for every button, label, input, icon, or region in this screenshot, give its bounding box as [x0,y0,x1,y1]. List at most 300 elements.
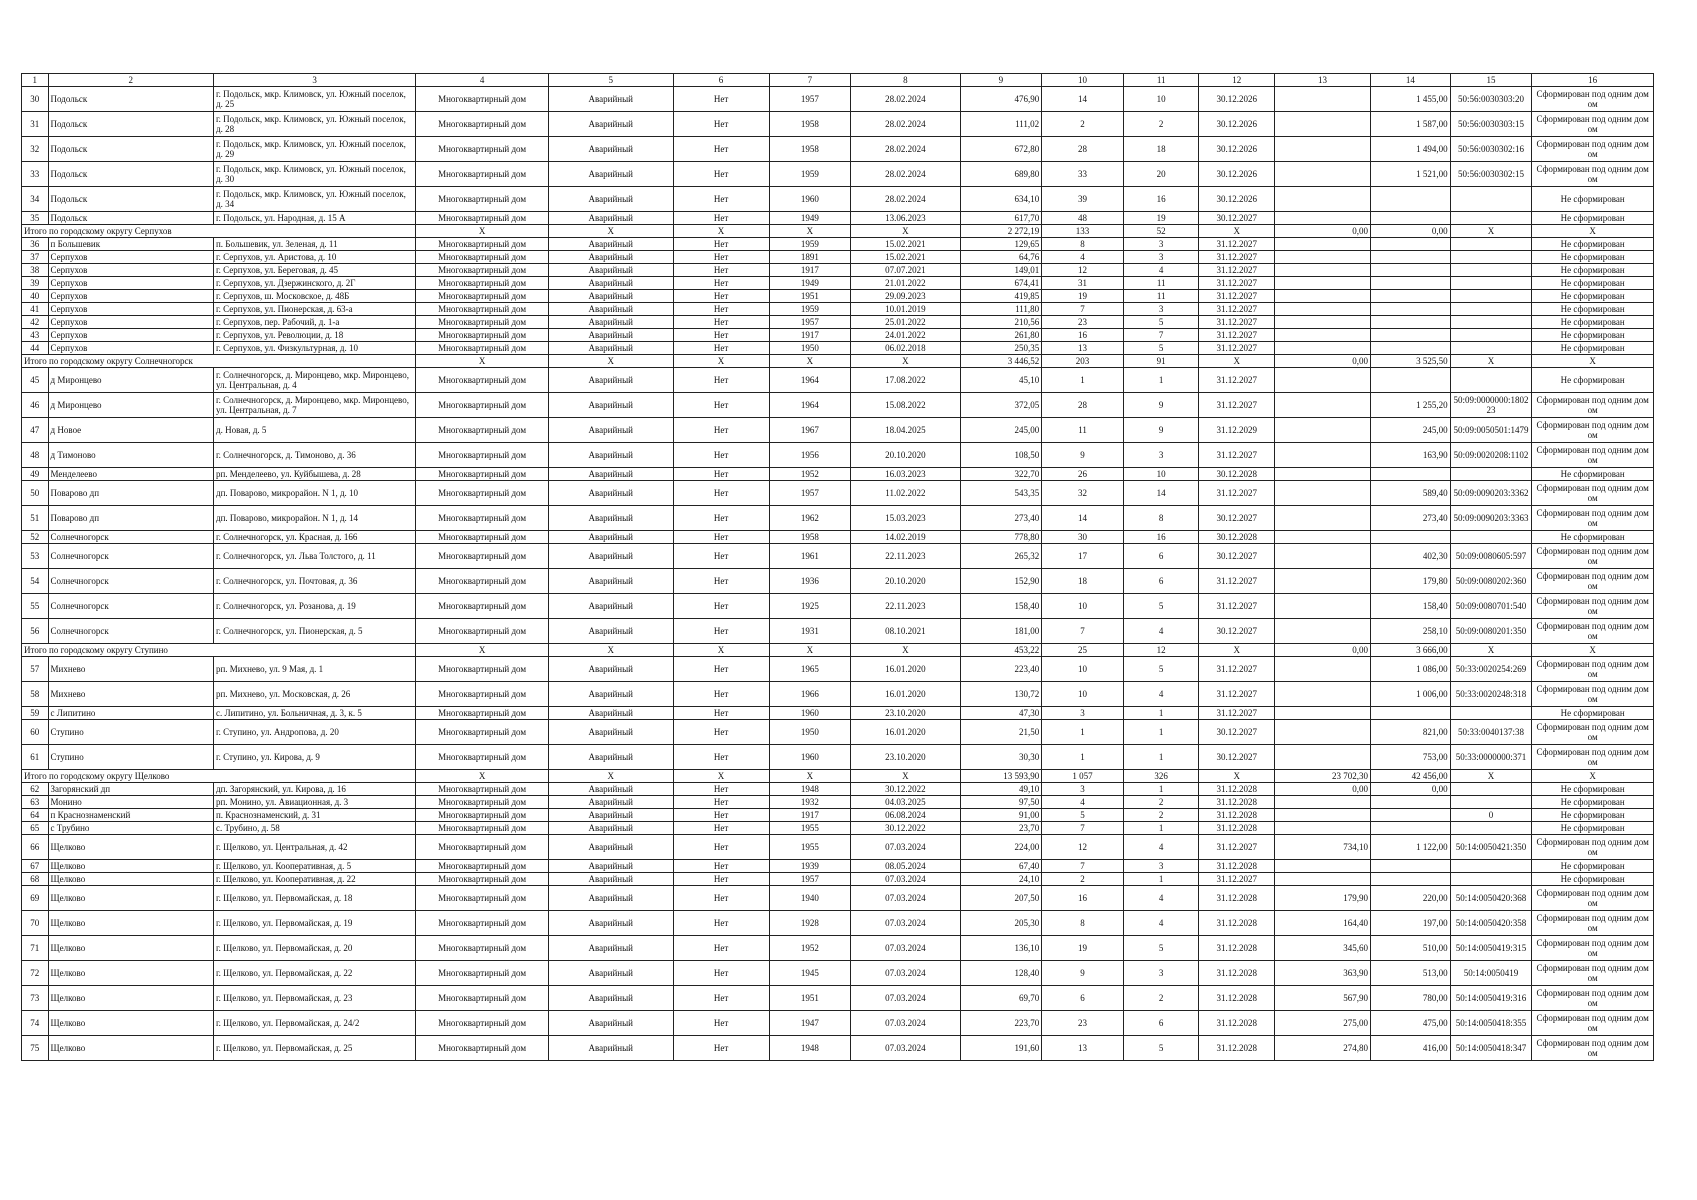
cell-flag: Нет [673,506,769,531]
cell-value-13 [1275,137,1371,162]
cell-status: Не сформирован [1532,303,1654,316]
cell-building-type: Многоквартирный дом [416,1036,549,1061]
cell-flag: Нет [673,860,769,873]
cell-flag: Нет [673,886,769,911]
cell-condition: Аварийный [548,873,673,886]
cell-condition: Аварийный [548,290,673,303]
cell-value-13: 164,40 [1275,911,1371,936]
cell-year-built: 1957 [769,481,851,506]
cell-apartments: 5 [1123,342,1199,355]
cell-address: г. Серпухов, ул. Пионерская, д. 63-а [213,303,415,316]
subtotal-residents: 133 [1042,225,1124,238]
cell-building-type: Многоквартирный дом [416,822,549,835]
cell-cadastral-number [1450,468,1532,481]
cell-residents: 3 [1042,783,1124,796]
subtotal-deadline: X [1199,644,1275,657]
cell-apartments: 9 [1123,393,1199,418]
cell-building-type: Многоквартирный дом [416,657,549,682]
cell-row-number: 37 [22,251,49,264]
cell-flag: Нет [673,822,769,835]
cell-date: 29.09.2023 [851,290,960,303]
table-row [22,544,1654,569]
cell-flag: Нет [673,162,769,187]
cell-building-type: Многоквартирный дом [416,783,549,796]
cell-building-type: Многоквартирный дом [416,342,549,355]
cell-flag: Нет [673,594,769,619]
cell-condition: Аварийный [548,822,673,835]
subtotal-condition: X [548,644,673,657]
cell-status: Не сформирован [1532,809,1654,822]
cell-cadastral-number: 0 [1450,809,1532,822]
cell-flag: Нет [673,137,769,162]
cell-residents: 2 [1042,873,1124,886]
cell-value-13 [1275,569,1371,594]
cell-settlement: д Новое [48,418,213,443]
cell-deadline: 30.12.2027 [1199,720,1275,745]
cell-flag: Нет [673,835,769,860]
cell-flag: Нет [673,720,769,745]
cell-cadastral-number [1450,873,1532,886]
cell-year-built: 1964 [769,393,851,418]
cell-value-13: 275,00 [1275,1011,1371,1036]
cell-deadline: 30.12.2027 [1199,619,1275,644]
cell-cadastral-number [1450,329,1532,342]
cell-flag: Нет [673,212,769,225]
cell-value-13 [1275,212,1371,225]
cell-building-type: Многоквартирный дом [416,137,549,162]
cell-flag: Нет [673,745,769,770]
cell-residents: 7 [1042,619,1124,644]
cell-residents: 31 [1042,277,1124,290]
cell-value-14: 1 255,20 [1371,393,1451,418]
cell-address: г. Щелково, ул. Центральная, д. 42 [213,835,415,860]
cell-value-13: 179,90 [1275,886,1371,911]
cell-row-number: 48 [22,443,49,468]
cell-area: 224,00 [960,835,1042,860]
cell-value-13 [1275,87,1371,112]
cell-row-number: 57 [22,657,49,682]
cell-flag: Нет [673,418,769,443]
cell-year-built: 1932 [769,796,851,809]
cell-deadline: 31.12.2027 [1199,290,1275,303]
table-row [22,264,1654,277]
cell-area: 24,10 [960,873,1042,886]
cell-year-built: 1939 [769,860,851,873]
column-header-14: 14 [1371,74,1451,87]
cell-date: 16.01.2020 [851,657,960,682]
cell-building-type: Многоквартирный дом [416,187,549,212]
cell-area: 191,60 [960,1036,1042,1061]
cell-value-14 [1371,238,1451,251]
cell-date: 07.03.2024 [851,1036,960,1061]
cell-cadastral-number: 50:14:0050418:347 [1450,1036,1532,1061]
cell-apartments: 6 [1123,544,1199,569]
cell-area: 69,70 [960,986,1042,1011]
cell-date: 30.12.2022 [851,822,960,835]
cell-residents: 16 [1042,329,1124,342]
cell-status: Не сформирован [1532,277,1654,290]
cell-year-built: 1958 [769,112,851,137]
cell-apartments: 4 [1123,911,1199,936]
cell-year-built: 1917 [769,264,851,277]
cell-value-14: 197,00 [1371,911,1451,936]
cell-area: 128,40 [960,961,1042,986]
cell-area: 129,65 [960,238,1042,251]
subtotal-cadastral-number: X [1450,225,1532,238]
cell-row-number: 60 [22,720,49,745]
cell-settlement: Ступино [48,720,213,745]
cell-flag: Нет [673,187,769,212]
cell-date: 06.08.2024 [851,809,960,822]
cell-settlement: Солнечногорск [48,569,213,594]
cell-status: Сформирован под одним домом [1532,986,1654,1011]
cell-value-13 [1275,368,1371,393]
subtotal-date: X [851,644,960,657]
cell-value-14 [1371,277,1451,290]
cell-area: 207,50 [960,886,1042,911]
cell-cadastral-number: 50:56:0030303:15 [1450,112,1532,137]
cell-value-14 [1371,251,1451,264]
cell-area: 476,90 [960,87,1042,112]
cell-building-type: Многоквартирный дом [416,238,549,251]
cell-apartments: 11 [1123,277,1199,290]
cell-flag: Нет [673,1036,769,1061]
cell-value-14: 780,00 [1371,986,1451,1011]
cell-value-13 [1275,481,1371,506]
table-row [22,783,1654,796]
cell-settlement: Щелково [48,873,213,886]
cell-year-built: 1952 [769,468,851,481]
cell-apartments: 2 [1123,809,1199,822]
cell-deadline: 31.12.2027 [1199,393,1275,418]
cell-year-built: 1962 [769,506,851,531]
cell-row-number: 52 [22,531,49,544]
cell-year-built: 1917 [769,329,851,342]
cell-deadline: 30.12.2026 [1199,187,1275,212]
cell-status: Не сформирован [1532,873,1654,886]
cell-area: 617,70 [960,212,1042,225]
cell-cadastral-number: 50:14:0050419:315 [1450,936,1532,961]
cell-cadastral-number: 50:33:0020254:269 [1450,657,1532,682]
table-row [22,303,1654,316]
cell-flag: Нет [673,443,769,468]
cell-row-number: 73 [22,986,49,1011]
cell-value-14 [1371,303,1451,316]
cell-value-14 [1371,264,1451,277]
cell-value-14: 416,00 [1371,1036,1451,1061]
cell-apartments: 6 [1123,569,1199,594]
subtotal-cadastral-number: X [1450,355,1532,368]
table-row [22,1036,1654,1061]
cell-date: 04.03.2025 [851,796,960,809]
cell-deadline: 31.12.2027 [1199,264,1275,277]
cell-row-number: 56 [22,619,49,644]
cell-area: 210,56 [960,316,1042,329]
cell-deadline: 30.12.2026 [1199,137,1275,162]
cell-settlement: Подольск [48,87,213,112]
cell-deadline: 31.12.2027 [1199,238,1275,251]
cell-deadline: 31.12.2029 [1199,418,1275,443]
cell-apartments: 11 [1123,290,1199,303]
cell-deadline: 31.12.2027 [1199,342,1275,355]
cell-date: 21.01.2022 [851,277,960,290]
cell-condition: Аварийный [548,481,673,506]
cell-date: 23.10.2020 [851,707,960,720]
cell-settlement: Щелково [48,961,213,986]
cell-date: 18.04.2025 [851,418,960,443]
subtotal-condition: X [548,355,673,368]
cell-value-14 [1371,796,1451,809]
cell-deadline: 30.12.2027 [1199,212,1275,225]
cell-value-14 [1371,531,1451,544]
cell-apartments: 4 [1123,835,1199,860]
cell-cadastral-number [1450,238,1532,251]
cell-building-type: Многоквартирный дом [416,682,549,707]
cell-value-14: 753,00 [1371,745,1451,770]
cell-cadastral-number: 50:14:0050420:368 [1450,886,1532,911]
cell-condition: Аварийный [548,368,673,393]
cell-value-13 [1275,468,1371,481]
cell-flag: Нет [673,873,769,886]
cell-apartments: 5 [1123,594,1199,619]
cell-condition: Аварийный [548,316,673,329]
cell-apartments: 3 [1123,961,1199,986]
cell-value-13 [1275,594,1371,619]
cell-value-14 [1371,707,1451,720]
cell-area: 634,10 [960,187,1042,212]
cell-status: Сформирован под одним домом [1532,393,1654,418]
cell-value-14 [1371,468,1451,481]
cell-value-14: 513,00 [1371,961,1451,986]
cell-value-14 [1371,212,1451,225]
cell-building-type: Многоквартирный дом [416,87,549,112]
cell-flag: Нет [673,251,769,264]
table-row [22,936,1654,961]
cell-building-type: Многоквартирный дом [416,961,549,986]
cell-building-type: Многоквартирный дом [416,531,549,544]
cell-residents: 10 [1042,682,1124,707]
cell-status: Не сформирован [1532,468,1654,481]
cell-condition: Аварийный [548,860,673,873]
cell-value-13 [1275,745,1371,770]
cell-date: 16.01.2020 [851,720,960,745]
table-row [22,720,1654,745]
cell-year-built: 1960 [769,187,851,212]
cell-row-number: 72 [22,961,49,986]
cell-flag: Нет [673,783,769,796]
cell-building-type: Многоквартирный дом [416,986,549,1011]
subtotal-building-type: X [416,355,549,368]
cell-cadastral-number [1450,251,1532,264]
cell-row-number: 67 [22,860,49,873]
cell-condition: Аварийный [548,277,673,290]
cell-cadastral-number: 50:14:0050419 [1450,961,1532,986]
cell-date: 06.02.2018 [851,342,960,355]
cell-flag: Нет [673,264,769,277]
cell-cadastral-number: 50:09:0020208:1102 [1450,443,1532,468]
cell-building-type: Многоквартирный дом [416,329,549,342]
table-row [22,481,1654,506]
cell-address: г. Ступино, ул. Кирова, д. 9 [213,745,415,770]
cell-row-number: 49 [22,468,49,481]
cell-value-13 [1275,506,1371,531]
cell-settlement: Солнечногорск [48,544,213,569]
column-header-11: 11 [1123,74,1199,87]
cell-deadline: 31.12.2027 [1199,707,1275,720]
cell-area: 273,40 [960,506,1042,531]
cell-year-built: 1956 [769,443,851,468]
cell-flag: Нет [673,911,769,936]
subtotal-row [22,225,1654,238]
subtotal-row [22,644,1654,657]
cell-settlement: Серпухов [48,290,213,303]
cell-flag: Нет [673,342,769,355]
cell-apartments: 8 [1123,506,1199,531]
cell-apartments: 2 [1123,796,1199,809]
cell-status: Не сформирован [1532,796,1654,809]
cell-condition: Аварийный [548,835,673,860]
cell-status: Сформирован под одним домом [1532,112,1654,137]
cell-area: 205,30 [960,911,1042,936]
cell-value-14: 510,00 [1371,936,1451,961]
cell-status: Не сформирован [1532,329,1654,342]
cell-value-13 [1275,443,1371,468]
table-row [22,238,1654,251]
cell-deadline: 31.12.2028 [1199,886,1275,911]
cell-value-14: 1 521,00 [1371,162,1451,187]
cell-value-13 [1275,277,1371,290]
cell-deadline: 31.12.2028 [1199,860,1275,873]
cell-date: 22.11.2023 [851,594,960,619]
cell-status: Сформирован под одним домом [1532,594,1654,619]
cell-value-13 [1275,187,1371,212]
cell-deadline: 30.12.2026 [1199,112,1275,137]
cell-building-type: Многоквартирный дом [416,594,549,619]
cell-value-13 [1275,544,1371,569]
cell-area: 261,80 [960,329,1042,342]
cell-building-type: Многоквартирный дом [416,212,549,225]
cell-apartments: 1 [1123,873,1199,886]
cell-flag: Нет [673,481,769,506]
cell-value-14: 475,00 [1371,1011,1451,1036]
cell-status: Сформирован под одним домом [1532,936,1654,961]
cell-deadline: 30.12.2027 [1199,544,1275,569]
cell-area: 130,72 [960,682,1042,707]
cell-deadline: 31.12.2027 [1199,303,1275,316]
cell-condition: Аварийный [548,657,673,682]
subtotal-year-built: X [769,225,851,238]
subtotal-date: X [851,225,960,238]
cell-year-built: 1951 [769,290,851,303]
cell-date: 22.11.2023 [851,544,960,569]
cell-condition: Аварийный [548,303,673,316]
cell-cadastral-number [1450,316,1532,329]
cell-value-13: 734,10 [1275,835,1371,860]
cell-address: г. Солнечногорск, ул. Красная, д. 166 [213,531,415,544]
subtotal-status: X [1532,355,1654,368]
cell-year-built: 1950 [769,342,851,355]
cell-address: рп. Михнево, ул. 9 Мая, д. 1 [213,657,415,682]
cell-value-14 [1371,329,1451,342]
cell-building-type: Многоквартирный дом [416,873,549,886]
cell-apartments: 3 [1123,303,1199,316]
table-row [22,393,1654,418]
subtotal-area: 3 446,52 [960,355,1042,368]
cell-settlement: д Миронцево [48,393,213,418]
cell-condition: Аварийный [548,796,673,809]
subtotal-residents: 25 [1042,644,1124,657]
cell-row-number: 45 [22,368,49,393]
cell-status: Сформирован под одним домом [1532,544,1654,569]
cell-apartments: 5 [1123,657,1199,682]
cell-value-13 [1275,873,1371,886]
cell-settlement: Щелково [48,986,213,1011]
cell-area: 97,50 [960,796,1042,809]
cell-building-type: Многоквартирный дом [416,112,549,137]
table-row [22,316,1654,329]
cell-date: 15.02.2021 [851,238,960,251]
column-header-10: 10 [1042,74,1124,87]
cell-year-built: 1947 [769,1011,851,1036]
cell-cadastral-number [1450,707,1532,720]
cell-year-built: 1958 [769,531,851,544]
cell-residents: 3 [1042,707,1124,720]
cell-status: Сформирован под одним домом [1532,87,1654,112]
cell-date: 30.12.2022 [851,783,960,796]
cell-date: 14.02.2019 [851,531,960,544]
cell-residents: 10 [1042,594,1124,619]
cell-residents: 10 [1042,657,1124,682]
cell-residents: 8 [1042,911,1124,936]
cell-date: 07.03.2024 [851,961,960,986]
cell-residents: 17 [1042,544,1124,569]
cell-apartments: 14 [1123,481,1199,506]
cell-building-type: Многоквартирный дом [416,316,549,329]
cell-flag: Нет [673,290,769,303]
cell-settlement: Солнечногорск [48,531,213,544]
cell-building-type: Многоквартирный дом [416,936,549,961]
cell-cadastral-number: 50:56:0030303:20 [1450,87,1532,112]
subtotal-value-14: 0,00 [1371,225,1451,238]
cell-settlement: д Миронцево [48,368,213,393]
table-row [22,873,1654,886]
cell-row-number: 59 [22,707,49,720]
cell-address: дп. Загорянский, ул. Кирова, д. 16 [213,783,415,796]
cell-settlement: Серпухов [48,277,213,290]
cell-settlement: Солнечногорск [48,619,213,644]
cell-cadastral-number: 50:33:0020248:318 [1450,682,1532,707]
cell-row-number: 62 [22,783,49,796]
cell-status: Не сформирован [1532,290,1654,303]
cell-date: 07.03.2024 [851,986,960,1011]
cell-row-number: 69 [22,886,49,911]
cell-building-type: Многоквартирный дом [416,368,549,393]
cell-apartments: 7 [1123,329,1199,342]
cell-building-type: Многоквартирный дом [416,745,549,770]
cell-date: 28.02.2024 [851,162,960,187]
cell-value-14: 1 086,00 [1371,657,1451,682]
cell-cadastral-number: 50:14:0050421:350 [1450,835,1532,860]
cell-condition: Аварийный [548,911,673,936]
cell-value-14: 402,30 [1371,544,1451,569]
cell-value-13 [1275,264,1371,277]
cell-address: г. Солнечногорск, д. Тимоново, д. 36 [213,443,415,468]
cell-year-built: 1891 [769,251,851,264]
cell-year-built: 1960 [769,745,851,770]
cell-residents: 9 [1042,961,1124,986]
cell-condition: Аварийный [548,187,673,212]
cell-deadline: 31.12.2028 [1199,936,1275,961]
